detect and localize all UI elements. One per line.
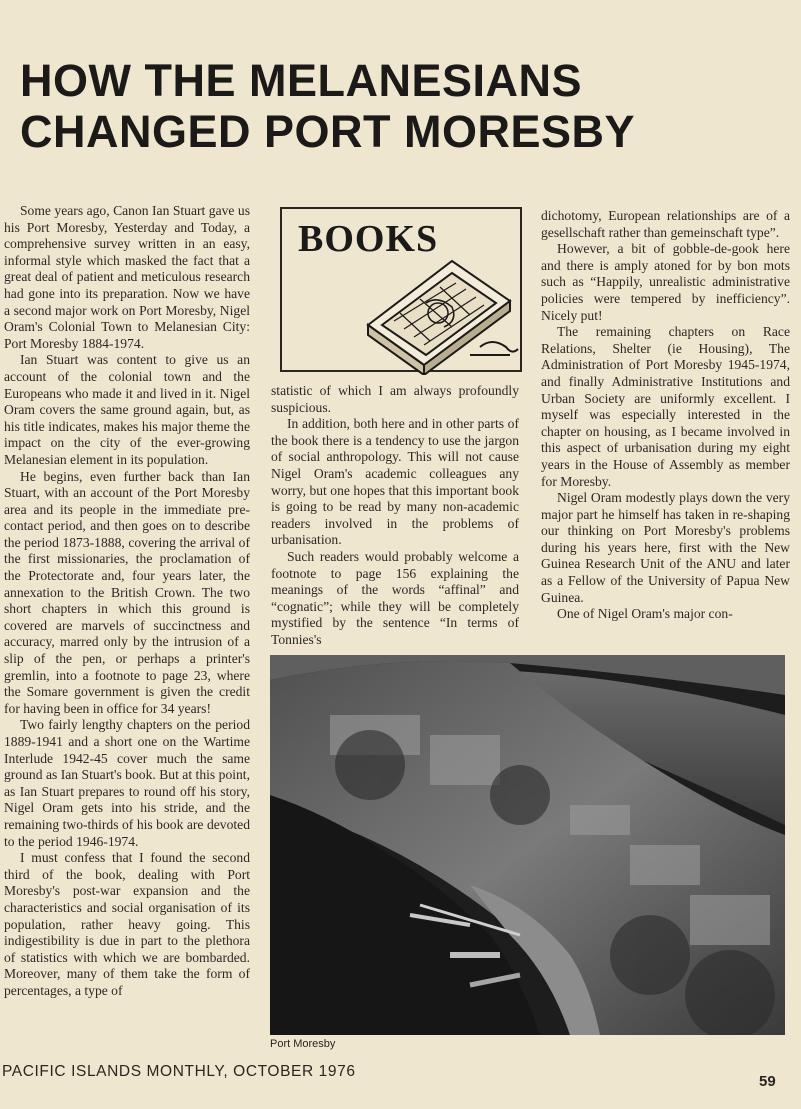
photo-caption: Port Moresby	[270, 1038, 336, 1050]
paragraph: Two fairly lengthy chapters on the period 1889-1941 and a short one on the Wartime Interlude 1942-45 cover much the same ground as Ian Stuart's book. But at this point, as Ian Stuart prepares to round off his story, Nigel Oram gets into his stride, and the remaining two-thirds of his book are devoted to the period 1946-1974.	[4, 717, 250, 849]
article-column-2	[271, 383, 519, 649]
headline-line-1: HOW THE MELANESIANS	[20, 55, 583, 106]
paragraph: Some years ago, Canon Ian Stuart gave us his Port Moresby, Yesterday and Today, a comprehensive survey written in an easy, informal style which masked the fact that a great deal of patient and meticulous research had gone into its preparation. Now we have a second major work on Port Moresby, Nigel Oram's Colonial Town to Melanesian City: Port Moresby 1884-1974.	[4, 203, 250, 351]
paragraph: In addition, both here and in other parts of the book there is a tendency to use the jargon of social anthropology. This will not cause Nigel Oram's academic colleagues any worry, but one hopes that this important book is going to be read by many non-academic readers involved in the problems of urbanisation.	[271, 416, 519, 548]
paragraph: Ian Stuart was content to give us an account of the colonial town and the Europeans who made it and lived in it. Nigel Oram covers the same ground again, but, as his title indicates, makes his major theme the impact on the city of the ever-growing Melanesian element in its population.	[4, 352, 250, 467]
paragraph: He begins, even further back than Ian Stuart, with an account of the Port Moresby area and its people in the immediate pre-contact period, and then goes on to describe the period 1873-1888, covering the arrival of the first missionaries, the proclamation of the Protectorate and, four years later, the annexation to the British Crown. The two short chapters in which this ground is covered are marvels of succinctness and accuracy, marred only by the intrusion of a slip of the pen, or perhaps a printer's gremlin, into a footnote to page 23, where the Somare government is given the credit for having been in office for 34 years!	[4, 468, 250, 716]
books-section-title: BOOKS	[298, 218, 439, 260]
aerial-photo-image	[270, 655, 785, 1035]
article-headline	[20, 55, 780, 157]
paragraph: One of Nigel Oram's major con-	[557, 606, 733, 622]
paragraph: However, a bit of gobble-de-gook here and there is amply atoned for by bon mots such as “Happily, unrealistic administrative policies were tempered by inefficiency”. Nicely put!	[541, 241, 790, 323]
paragraph: The remaining chapters on Race Relations, Shelter (ie Housing), The Administration of Port Moresby 1945-1974, and finally Administrative Institutions and Urban Society are uniformly excellent. I myself was especially interested in the chapter on housing, as I became involved in this aspect of urbanisation during my eight years in the House of Assembly as member for Moresby.	[541, 324, 790, 489]
paragraph: Nigel Oram modestly plays down the very major part he himself has taken in re-shaping our thinking on Port Moresby's problems during his years here, first with the New Guinea Research Unit of the ANU and later as a Fellow of the University of Papua New Guinea.	[541, 490, 790, 605]
books-section-box	[280, 207, 522, 372]
book-illustration-icon	[360, 255, 520, 375]
page-number: 59	[759, 1073, 776, 1090]
headline-line-2: CHANGED PORT MORESBY	[20, 106, 636, 157]
article-column-1	[4, 203, 250, 1000]
paragraph: statistic of which I am always profoundly suspicious.	[271, 383, 519, 415]
paragraph: dichotomy, European relationships are of a gesellschaft rather than gemeinschaft type”.	[541, 208, 790, 240]
article-column-3	[541, 208, 790, 623]
aerial-photo	[270, 655, 785, 1035]
paragraph: I must confess that I found the second third of the book, dealing with Port Moresby's post-war expansion and the characteristics and social organisation of its population, rather heavy going. This indigestibility is due in part to the plethora of statistics with which we are bombarded. Moreover, many of them take the form of percentages, a type of	[4, 850, 250, 998]
paragraph: Such readers would probably welcome a footnote to page 156 explaining the meanings of the words “affinal” and “cognatic”; while they will be completely mystified by the sentence “In terms of Tonnies's	[271, 548, 519, 647]
publication-footer: PACIFIC ISLANDS MONTHLY, OCTOBER 1976	[2, 1063, 356, 1080]
